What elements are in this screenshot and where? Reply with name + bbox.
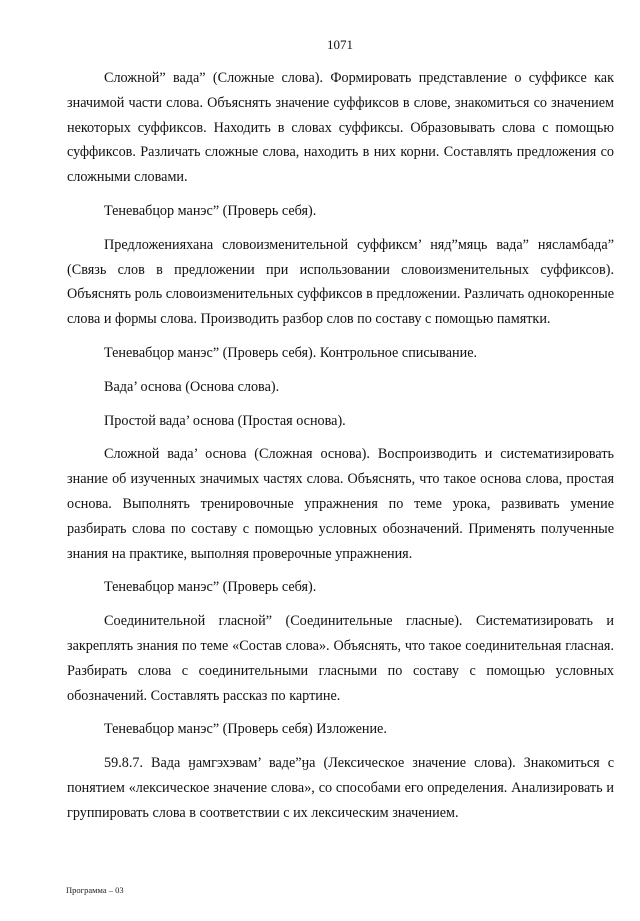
paragraph-check-dictation: Теневабцор манэс” (Проверь себя). Контрольное списывание. xyxy=(104,344,478,361)
paragraph-complex-words: Сложной” вада” (Сложные слова). Формировать представление о суффиксе как значимой части слова. Объяснять значение суффиксов в слове, знакомиться со значением некоторых суффиксов. Находить в словах суффиксы. Образовывать слова с помощью суффиксов. Различать сложные слова, находить в них корни. Составлять предложения со сложными словами. xyxy=(67,70,614,186)
paragraph-connecting-vowels: Соединительной гласной” (Соединительные гласные). Систематизировать и закреплять знания по теме «Состав слова». Объяснять, что такое соединительная гласная. Разбирать слова с соединительными гласными по составу с помощью условных обозначений. Составлять рассказ по картине. xyxy=(67,613,614,704)
document-body xyxy=(67,66,614,826)
page-number: 1071 xyxy=(327,37,353,52)
page-footer: Программа – 03 xyxy=(66,885,124,895)
paragraph-check-presentation: Теневабцор манэс” (Проверь себя) Изложение. xyxy=(104,721,387,738)
paragraph-word-connection: Предложенияхана словоизменительной суффиксм’ няд”мяць вада” нясламбада” (Связь слов в предложении при использовании словоизменительных суффиксов). Объяснять роль словоизменительных суффиксов в предложении. Различать однокоренные слова и формы слова. Производить разбор слов по составу с помощью памятки. xyxy=(67,236,614,328)
paragraph-check-yourself: Теневабцор манэс” (Проверь себя). xyxy=(104,202,317,219)
paragraph-word-stem: Вада’ основа (Основа слова). xyxy=(104,378,280,395)
paragraph-lexical-meaning: 59.8.7. Вада ӈамгэхэвам’ ваде”ӈа (Лексическое значение слова). Знакомиться с понятием «лексическое значение слова», со способами его определения. Анализировать и группировать слова в соответствии с их лексическим значением. xyxy=(67,755,614,821)
paragraph-simple-stem: Простой вада’ основа (Простая основа). xyxy=(104,412,346,429)
paragraph-complex-stem: Сложной вада’ основа (Сложная основа). Воспроизводить и систематизировать знание об изученных значимых частях слова. Объяснять, что такое основа слова, простая основа. Выполнять тренировочные упражнения по теме урока, развивать умение разбирать слова по составу с помощью условных обозначений. Применять полученные знания на практике, выполняя проверочные упражнения. xyxy=(67,446,614,562)
paragraph-check-yourself-2: Теневабцор манэс” (Проверь себя). xyxy=(104,579,317,596)
